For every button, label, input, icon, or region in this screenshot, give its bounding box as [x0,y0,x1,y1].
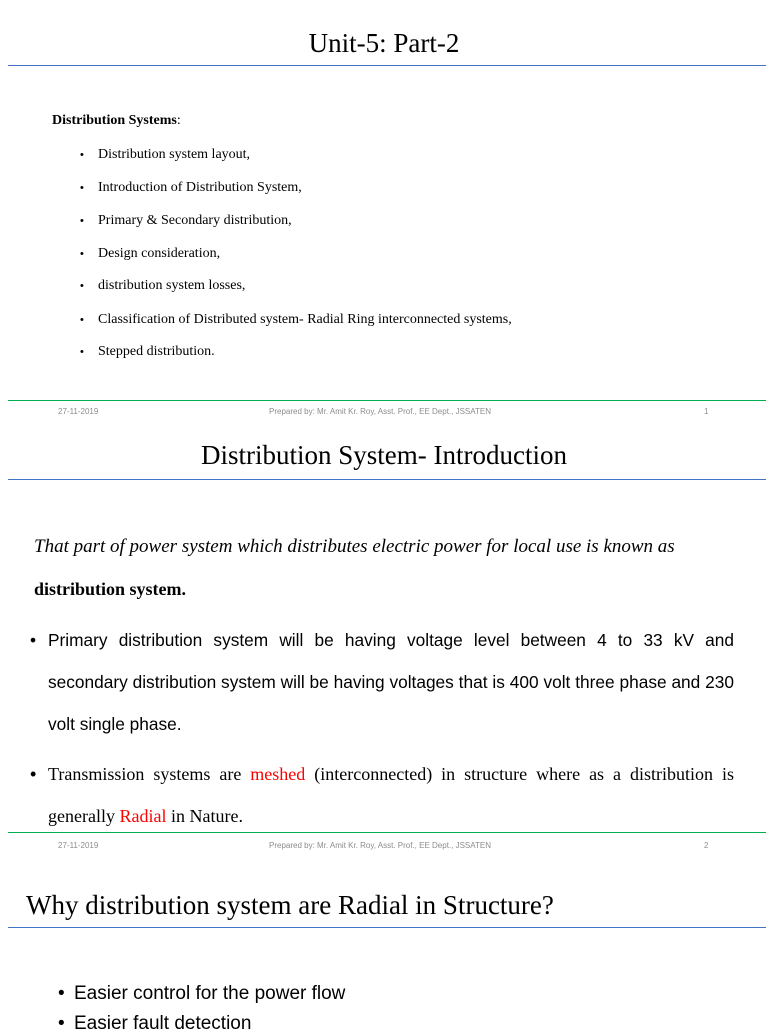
footer-page-number: 2 [704,841,709,850]
list-item [58,983,345,1005]
list-item-text: Stepped distribution. [98,344,215,359]
highlight-radial: Radial [119,806,167,826]
list-item-text: Easier fault detection [74,1013,252,1034]
list-item-text: Design consideration, [98,246,221,261]
footer-credit: Prepared by: Mr. Amit Kr. Roy, Asst. Prof., EE Dept., JSSATEN [269,407,491,416]
list-item-text: Easier control for the power flow [74,983,346,1004]
footer-page-number: 1 [704,407,709,416]
slide-title: Distribution System- Introduction [201,440,567,470]
bullet-icon: • [80,314,84,326]
slide-title: Why distribution system are Radial in Structure? [26,890,554,920]
list-item-text: distribution system losses, [98,278,246,293]
list-item-text: Primary & Secondary distribution, [98,213,292,228]
definition-term: distribution system. [34,579,187,599]
footer-date: 27-11-2019 [58,841,99,850]
footer-date: 27-11-2019 [58,407,99,416]
footer-credit: Prepared by: Mr. Amit Kr. Roy, Asst. Prof., EE Dept., JSSATEN [269,841,491,850]
list-item-text: Introduction of Distribution System, [98,180,302,195]
bullet-icon: • [80,149,84,161]
bullet-icon: • [80,248,84,260]
heading-text: Distribution Systems [52,113,177,128]
bullet-icon: • [80,346,84,358]
definition-text: That part of power system which distributes electric power for local use is known as [34,536,675,557]
slide-title: Unit-5: Part-2 [308,28,460,58]
title-divider [8,927,766,928]
bullet-icon: • [30,764,37,784]
bullet-icon: • [80,182,84,194]
bullet-text-part: Transmission systems are [48,764,251,784]
bullet-icon: • [30,630,37,650]
heading-colon: : [176,113,181,128]
bullet-icon: • [58,1013,65,1034]
list-item [58,1013,251,1035]
bullet-text-part: in Nature. [166,806,243,826]
bullet-icon: • [80,215,84,227]
bullet-icon: • [58,983,65,1004]
list-item-text: Classification of Distributed system- Radial Ring interconnected systems, [98,312,512,327]
list-item-text: Distribution system layout, [98,147,251,162]
bullet-icon: • [80,280,84,292]
highlight-meshed: meshed [250,764,306,784]
bullet-text-part: (interconnected) in structure where as a distribution is generally [48,764,735,826]
bullet-text: Primary distribution system will be having voltage level between 4 to 33 kV and secondary distribution system will be having voltages that is 400 volt three phase and 230 volt single phase. [48,630,734,734]
